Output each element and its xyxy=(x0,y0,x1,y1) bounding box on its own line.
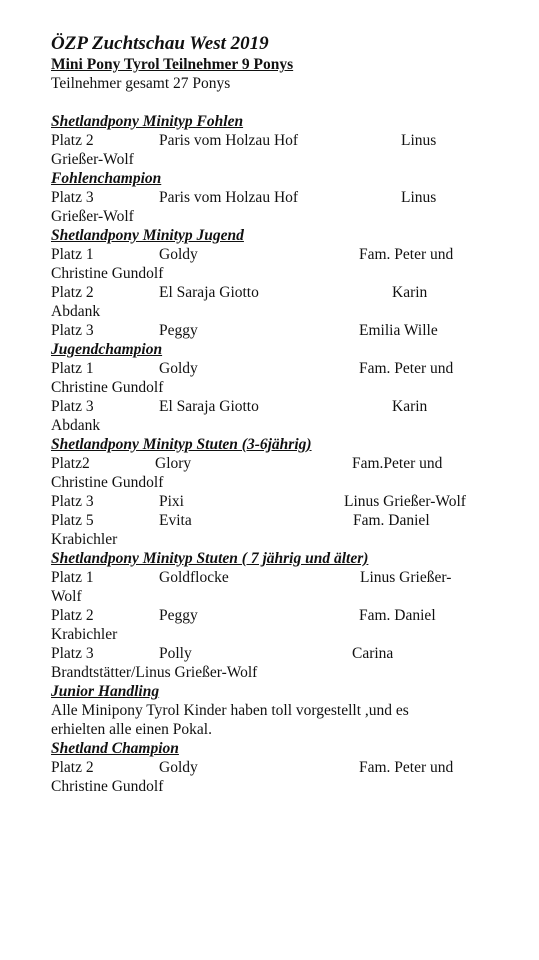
entry-owner: Emilia Wille xyxy=(359,322,438,339)
entry-horse: Pixi xyxy=(159,493,184,510)
result-entry xyxy=(51,321,521,340)
entry-owner-continued: Christine Gundolf xyxy=(51,778,164,795)
entry-place: Platz 3 xyxy=(51,493,94,510)
result-entry xyxy=(51,283,521,321)
page-subtitle: Mini Pony Tyrol Teilnehmer 9 Ponys xyxy=(51,56,294,73)
section-title: Shetland Champion xyxy=(51,740,179,757)
entry-owner-continued: Grießer-Wolf xyxy=(51,208,134,225)
result-entry xyxy=(51,131,521,169)
result-entry xyxy=(51,188,521,226)
result-entry xyxy=(51,454,521,492)
result-entry xyxy=(51,245,521,283)
entry-owner: Linus Grießer-Wolf xyxy=(344,493,466,510)
entry-horse: Evita xyxy=(159,512,192,529)
section-title: Shetlandpony Minityp Jugend xyxy=(51,227,244,244)
entry-place: Platz 2 xyxy=(51,607,94,624)
entry-owner: Karin xyxy=(392,398,428,415)
entry-horse: Glory xyxy=(155,455,192,472)
entry-place: Platz 3 xyxy=(51,398,94,415)
result-entry xyxy=(51,758,521,796)
entry-owner: Linus xyxy=(401,132,437,149)
entry-owner: Fam. Peter und xyxy=(359,759,454,776)
entry-horse: Goldy xyxy=(159,759,198,776)
entry-horse: Paris vom Holzau Hof xyxy=(159,132,299,149)
section-title: Shetlandpony Minityp Stuten (3-6jährig) xyxy=(51,436,312,453)
results-list xyxy=(51,112,521,796)
entry-place: Platz 3 xyxy=(51,189,94,206)
entry-owner-continued: Krabichler xyxy=(51,626,118,643)
entry-horse: Goldflocke xyxy=(159,569,229,586)
entry-owner-continued: Christine Gundolf xyxy=(51,379,164,396)
section-title: Jugendchampion xyxy=(51,341,163,358)
junior-handling-text: Alle Minipony Tyrol Kinder haben toll vorgestellt ,und es erhielten alle einen Pokal. xyxy=(51,702,409,738)
entry-place: Platz 1 xyxy=(51,246,94,263)
entry-owner: Fam. Daniel xyxy=(353,512,430,529)
page-title: ÖZP Zuchtschau West 2019 xyxy=(51,33,269,54)
entry-owner-continued: Christine Gundolf xyxy=(51,474,164,491)
result-entry xyxy=(51,606,521,644)
entry-owner: Carina xyxy=(352,645,394,662)
entry-owner-continued: Abdank xyxy=(51,417,101,434)
entry-owner: Fam. Peter und xyxy=(359,360,454,377)
entry-horse: El Saraja Giotto xyxy=(159,284,259,301)
section-title: Shetlandpony Minityp Fohlen xyxy=(51,113,244,130)
entry-owner: Fam. Daniel xyxy=(359,607,436,624)
result-entry xyxy=(51,492,521,511)
entry-owner: Linus xyxy=(401,189,437,206)
section-title: Shetlandpony Minityp Stuten ( 7 jährig und älter) xyxy=(51,550,369,567)
entry-owner-continued: Christine Gundolf xyxy=(51,265,164,282)
result-entry xyxy=(51,568,521,606)
result-entry xyxy=(51,511,521,549)
total-participants: Teilnehmer gesamt 27 Ponys xyxy=(51,75,231,92)
entry-place: Platz 2 xyxy=(51,132,94,149)
entry-horse: El Saraja Giotto xyxy=(159,398,259,415)
entry-owner: Linus Grießer- xyxy=(360,569,452,586)
entry-owner: Fam. Peter und xyxy=(359,246,454,263)
result-entry xyxy=(51,397,521,435)
entry-place: Platz2 xyxy=(51,455,90,472)
entry-place: Platz 3 xyxy=(51,645,94,662)
entry-owner-continued: Krabichler xyxy=(51,531,118,548)
result-entry xyxy=(51,359,521,397)
entry-horse: Goldy xyxy=(159,360,198,377)
entry-place: Platz 2 xyxy=(51,759,94,776)
entry-place: Platz 5 xyxy=(51,512,94,529)
entry-horse: Polly xyxy=(159,645,192,662)
entry-horse: Peggy xyxy=(159,607,198,624)
entry-owner-continued: Grießer-Wolf xyxy=(51,151,134,168)
entry-owner-continued: Brandtstätter/Linus Grießer-Wolf xyxy=(51,664,258,681)
section-title: Junior Handling xyxy=(51,683,160,700)
entry-owner-continued: Abdank xyxy=(51,303,101,320)
result-entry xyxy=(51,644,521,682)
entry-owner: Karin xyxy=(392,284,428,301)
entry-horse: Peggy xyxy=(159,322,198,339)
entry-place: Platz 1 xyxy=(51,569,94,586)
entry-place: Platz 1 xyxy=(51,360,94,377)
entry-owner: Fam.Peter und xyxy=(352,455,443,472)
section-title: Fohlenchampion xyxy=(51,170,162,187)
entry-place: Platz 2 xyxy=(51,284,94,301)
entry-horse: Paris vom Holzau Hof xyxy=(159,189,299,206)
entry-owner-continued: Wolf xyxy=(51,588,82,605)
entry-place: Platz 3 xyxy=(51,322,94,339)
entry-horse: Goldy xyxy=(159,246,198,263)
